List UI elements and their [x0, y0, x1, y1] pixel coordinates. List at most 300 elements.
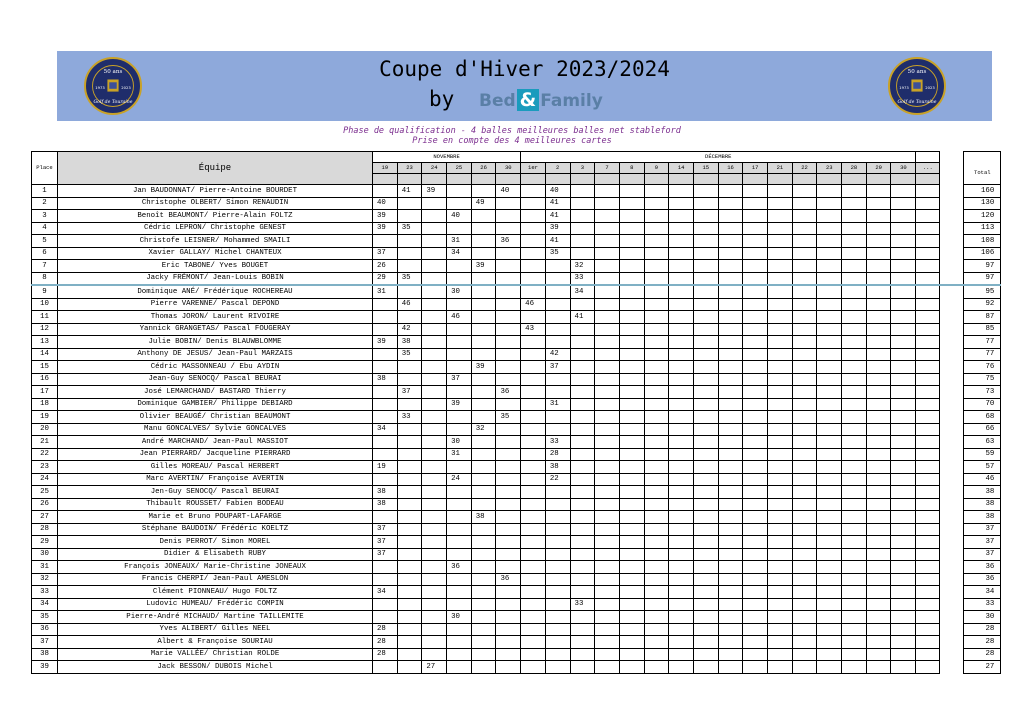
standings-table [31, 151, 1001, 674]
score-cell [743, 648, 768, 661]
score-cell [619, 636, 644, 649]
score-cell [496, 561, 521, 574]
score-cell [842, 511, 867, 524]
score-cell: 36 [447, 561, 472, 574]
score-cell [447, 523, 472, 536]
score-cell [817, 536, 842, 549]
score-cell [521, 548, 546, 561]
date-header: 1er [521, 163, 546, 174]
score-cell [743, 486, 768, 499]
table-row [32, 598, 1001, 611]
score-cell [570, 298, 595, 311]
spacer-cell [817, 174, 842, 185]
score-cell [817, 648, 842, 661]
score-cell [916, 548, 940, 561]
score-cell [916, 561, 940, 574]
total-cell: 38 [964, 498, 1001, 511]
score-cell [768, 222, 793, 235]
score-cell [792, 586, 817, 599]
team-cell: Jean-Guy SENOCQ/ Pascal BEURAI [58, 373, 373, 386]
score-cell [718, 448, 743, 461]
score-cell [891, 210, 916, 223]
score-cell [916, 611, 940, 624]
score-cell [496, 285, 521, 298]
score-cell [644, 611, 669, 624]
place-cell: 2 [32, 197, 58, 210]
score-cell [743, 473, 768, 486]
total-cell: 113 [964, 222, 1001, 235]
total-cell: 37 [964, 536, 1001, 549]
score-cell [619, 598, 644, 611]
score-cell [669, 197, 694, 210]
total-cell: 73 [964, 386, 1001, 399]
score-cell: 38 [545, 461, 570, 474]
table-row [32, 573, 1001, 586]
score-cell [471, 486, 496, 499]
score-cell [916, 536, 940, 549]
score-cell [422, 210, 447, 223]
score-cell [521, 185, 546, 198]
team-cell: Manu GONCALVES/ Sylvie GONCALVES [58, 423, 373, 436]
score-cell [916, 272, 940, 285]
score-cell: 34 [373, 586, 398, 599]
score-cell [743, 298, 768, 311]
score-cell [644, 598, 669, 611]
score-cell [916, 386, 940, 399]
total-cell: 106 [964, 247, 1001, 260]
score-cell [693, 548, 718, 561]
score-cell [595, 511, 620, 524]
gap-cell [940, 348, 964, 361]
place-cell: 26 [32, 498, 58, 511]
score-cell [792, 561, 817, 574]
score-cell [669, 398, 694, 411]
score-cell [669, 598, 694, 611]
total-cell: 59 [964, 448, 1001, 461]
place-cell: 15 [32, 361, 58, 374]
score-cell [792, 598, 817, 611]
score-cell [891, 285, 916, 298]
score-cell [916, 423, 940, 436]
score-cell [916, 311, 940, 324]
score-cell [521, 486, 546, 499]
score-cell [644, 260, 669, 273]
score-cell [891, 636, 916, 649]
score-cell [842, 185, 867, 198]
score-cell: 49 [471, 197, 496, 210]
score-cell [373, 323, 398, 336]
score-cell [521, 511, 546, 524]
score-cell [743, 235, 768, 248]
score-cell [496, 511, 521, 524]
score-cell [545, 611, 570, 624]
score-cell [891, 373, 916, 386]
table-row [32, 448, 1001, 461]
score-cell [866, 348, 891, 361]
score-cell [842, 373, 867, 386]
score-cell [916, 348, 940, 361]
score-cell [471, 536, 496, 549]
score-cell: 30 [447, 611, 472, 624]
score-cell [842, 523, 867, 536]
sponsor-part1: Bed [479, 91, 516, 111]
date-header: 7 [595, 163, 620, 174]
spacer-cell [619, 174, 644, 185]
score-cell [545, 636, 570, 649]
score-cell [397, 436, 422, 449]
table-row [32, 536, 1001, 549]
score-cell: 35 [397, 222, 422, 235]
score-cell: 36 [496, 573, 521, 586]
place-cell: 5 [32, 235, 58, 248]
spacer-cell [743, 174, 768, 185]
score-cell [916, 210, 940, 223]
score-cell [866, 636, 891, 649]
score-cell [422, 298, 447, 311]
score-cell [644, 473, 669, 486]
score-cell [743, 386, 768, 399]
score-cell [718, 222, 743, 235]
score-cell [916, 247, 940, 260]
score-cell [718, 298, 743, 311]
score-cell [570, 386, 595, 399]
score-cell [545, 648, 570, 661]
score-cell [422, 511, 447, 524]
score-cell: 46 [397, 298, 422, 311]
score-cell [817, 298, 842, 311]
score-cell [570, 511, 595, 524]
score-cell [447, 536, 472, 549]
score-cell [669, 661, 694, 674]
score-cell [743, 448, 768, 461]
score-cell [644, 661, 669, 674]
score-cell [644, 586, 669, 599]
score-cell [693, 498, 718, 511]
score-cell [447, 260, 472, 273]
score-cell [471, 298, 496, 311]
svg-text:2023: 2023 [121, 85, 131, 90]
spacer-cell [718, 174, 743, 185]
score-cell [619, 185, 644, 198]
score-cell [866, 586, 891, 599]
score-cell [768, 336, 793, 349]
score-cell [916, 473, 940, 486]
table-row [32, 498, 1001, 511]
score-cell [718, 498, 743, 511]
date-header: 28 [842, 163, 867, 174]
score-cell [768, 247, 793, 260]
score-cell [521, 561, 546, 574]
score-cell [545, 311, 570, 324]
score-cell [496, 336, 521, 349]
score-cell [792, 222, 817, 235]
gap-cell [940, 586, 964, 599]
place-cell: 25 [32, 486, 58, 499]
score-cell [545, 598, 570, 611]
score-cell [644, 461, 669, 474]
score-cell [397, 210, 422, 223]
score-cell [644, 197, 669, 210]
score-cell [595, 448, 620, 461]
score-cell [644, 548, 669, 561]
table-row [32, 436, 1001, 449]
score-cell [891, 197, 916, 210]
score-cell [545, 298, 570, 311]
place-cell: 6 [32, 247, 58, 260]
score-cell [669, 311, 694, 324]
total-cell: 160 [964, 185, 1001, 198]
score-cell [422, 272, 447, 285]
score-cell [422, 573, 447, 586]
score-cell [891, 586, 916, 599]
score-cell [842, 311, 867, 324]
score-cell [792, 185, 817, 198]
score-cell [693, 235, 718, 248]
score-cell [373, 311, 398, 324]
score-cell [866, 561, 891, 574]
score-cell [669, 461, 694, 474]
score-cell [397, 636, 422, 649]
date-header: 17 [743, 163, 768, 174]
score-cell [693, 661, 718, 674]
score-cell [916, 511, 940, 524]
score-cell [397, 398, 422, 411]
score-cell [866, 648, 891, 661]
score-cell [718, 272, 743, 285]
score-cell [595, 398, 620, 411]
score-cell [669, 260, 694, 273]
place-cell: 36 [32, 623, 58, 636]
score-cell [768, 511, 793, 524]
team-cell: Clément PIONNEAU/ Hugo FOLTZ [58, 586, 373, 599]
score-cell [693, 648, 718, 661]
score-cell [891, 548, 916, 561]
score-cell: 35 [397, 272, 422, 285]
score-cell [669, 285, 694, 298]
score-cell [693, 247, 718, 260]
score-cell [842, 197, 867, 210]
score-cell [496, 523, 521, 536]
table-row [32, 511, 1001, 524]
score-cell: 37 [545, 361, 570, 374]
score-cell [570, 361, 595, 374]
spacer-cell [570, 174, 595, 185]
score-cell [743, 436, 768, 449]
score-cell [570, 398, 595, 411]
score-cell [422, 598, 447, 611]
score-cell [373, 348, 398, 361]
score-cell [768, 260, 793, 273]
place-cell: 16 [32, 373, 58, 386]
place-cell: 19 [32, 411, 58, 424]
score-cell [693, 536, 718, 549]
score-cell [718, 311, 743, 324]
score-cell [866, 461, 891, 474]
total-cell: 63 [964, 436, 1001, 449]
score-cell [669, 436, 694, 449]
score-cell [669, 298, 694, 311]
spacer-cell [447, 174, 472, 185]
table-row [32, 247, 1001, 260]
score-cell [496, 436, 521, 449]
gap-cell [940, 411, 964, 424]
score-cell [669, 272, 694, 285]
score-cell [866, 423, 891, 436]
score-cell [817, 411, 842, 424]
score-cell [891, 486, 916, 499]
score-cell [891, 461, 916, 474]
place-cell: 28 [32, 523, 58, 536]
score-cell [422, 386, 447, 399]
score-cell [644, 272, 669, 285]
gap-cell [940, 536, 964, 549]
score-cell [422, 498, 447, 511]
score-cell [743, 222, 768, 235]
score-cell [792, 323, 817, 336]
score-cell [891, 573, 916, 586]
score-cell [496, 348, 521, 361]
gap-cell [940, 448, 964, 461]
score-cell [397, 623, 422, 636]
score-cell: 38 [373, 373, 398, 386]
team-cell: Eric TABONE/ Yves BOUGET [58, 260, 373, 273]
score-cell [644, 222, 669, 235]
score-cell [768, 623, 793, 636]
score-cell [521, 285, 546, 298]
score-cell: 39 [545, 222, 570, 235]
score-cell [817, 272, 842, 285]
score-cell [693, 448, 718, 461]
score-cell [718, 461, 743, 474]
score-cell: 31 [447, 448, 472, 461]
score-cell [743, 210, 768, 223]
total-cell: 28 [964, 648, 1001, 661]
score-cell [570, 586, 595, 599]
score-cell: 39 [447, 398, 472, 411]
score-cell [545, 373, 570, 386]
score-cell [718, 260, 743, 273]
score-cell: 41 [545, 197, 570, 210]
score-cell [792, 648, 817, 661]
svg-text:50 ans: 50 ans [907, 68, 927, 75]
score-cell [471, 461, 496, 474]
score-cell [866, 361, 891, 374]
score-cell [521, 411, 546, 424]
total-cell: 46 [964, 473, 1001, 486]
score-cell [891, 661, 916, 674]
score-cell [373, 661, 398, 674]
score-cell [447, 323, 472, 336]
score-cell [447, 197, 472, 210]
score-cell [891, 448, 916, 461]
team-cell: Olivier BEAUGÉ/ Christian BEAUMONT [58, 411, 373, 424]
score-cell [397, 648, 422, 661]
score-cell [693, 473, 718, 486]
score-cell [619, 423, 644, 436]
team-cell: Christophe OLBERT/ Simon RENAUDIN [58, 197, 373, 210]
score-cell [842, 561, 867, 574]
score-cell [447, 348, 472, 361]
score-cell [570, 611, 595, 624]
score-cell [743, 661, 768, 674]
table-row [32, 586, 1001, 599]
score-cell [768, 548, 793, 561]
score-cell [521, 197, 546, 210]
score-cell [669, 210, 694, 223]
date-header: 23 [817, 163, 842, 174]
team-cell: Julie BOBIN/ Denis BLAUWBLOMME [58, 336, 373, 349]
score-cell [866, 336, 891, 349]
score-cell [842, 260, 867, 273]
score-cell [866, 573, 891, 586]
score-cell [718, 548, 743, 561]
score-cell [595, 247, 620, 260]
score-cell [644, 636, 669, 649]
score-cell [644, 511, 669, 524]
score-cell [891, 561, 916, 574]
total-cell: 38 [964, 511, 1001, 524]
score-cell [743, 536, 768, 549]
score-cell [595, 423, 620, 436]
total-cell: 33 [964, 598, 1001, 611]
score-cell [595, 285, 620, 298]
score-cell [422, 473, 447, 486]
subtitle-line-2: Prise en compte des 4 meilleures cartes [412, 136, 612, 146]
score-cell [743, 247, 768, 260]
score-cell [595, 260, 620, 273]
score-cell [817, 222, 842, 235]
score-cell [373, 448, 398, 461]
score-cell [595, 573, 620, 586]
score-cell [570, 348, 595, 361]
gap-cell [940, 386, 964, 399]
team-cell: Denis PERROT/ Simon MOREL [58, 536, 373, 549]
total-cell: 28 [964, 636, 1001, 649]
score-cell [768, 272, 793, 285]
score-cell [842, 448, 867, 461]
score-cell [619, 661, 644, 674]
score-cell [916, 285, 940, 298]
score-cell [496, 498, 521, 511]
score-cell [545, 573, 570, 586]
score-cell [768, 185, 793, 198]
score-cell [422, 197, 447, 210]
score-cell [570, 661, 595, 674]
score-cell [743, 185, 768, 198]
score-cell [792, 661, 817, 674]
score-cell [545, 260, 570, 273]
table-row [32, 185, 1001, 198]
score-cell [817, 197, 842, 210]
score-cell [570, 448, 595, 461]
gap-cell [940, 398, 964, 411]
score-cell [792, 536, 817, 549]
score-cell [693, 298, 718, 311]
score-cell [792, 386, 817, 399]
score-cell [496, 373, 521, 386]
score-cell: 28 [373, 648, 398, 661]
score-cell [866, 436, 891, 449]
date-header: 14 [669, 163, 694, 174]
score-cell [792, 336, 817, 349]
score-cell [471, 185, 496, 198]
score-cell [471, 272, 496, 285]
team-cell: Christofe LEISNER/ Mohammed SMAILI [58, 235, 373, 248]
score-cell [619, 623, 644, 636]
score-cell [397, 548, 422, 561]
score-cell [916, 636, 940, 649]
score-cell [817, 661, 842, 674]
